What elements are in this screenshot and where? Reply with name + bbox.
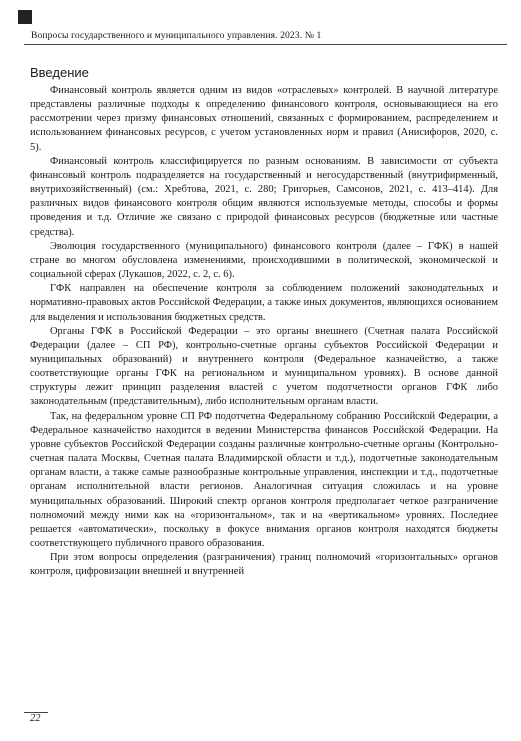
running-header: Вопросы государственного и муниципального управления. 2023. № 1 [31, 30, 322, 41]
body-text [30, 84, 498, 579]
page-number: 22 [30, 713, 41, 724]
paragraph-4: ГФК направлен на обеспечение контроля за соблюдением положений законодательных и нормативно-правовых актов Российской Федерации, а также иных документов, являющихся основанием для выделения и использования бюджетных средств. [30, 283, 498, 323]
paragraph-3: Эволюция государственного (муниципального) финансового контроля (далее – ГФК) в нашей стране во многом обусловлена изменениями, происходившими в политической, экономической и социальной сферах (Лукашов, 2022, с. 2, с. 6). [30, 240, 498, 281]
paragraph-6: Так, на федеральном уровне СП РФ подотчетна Федеральному собранию Российской Федерации, а Федеральное казначейство находится в ведении Министерства финансов Российской Федерации. На уровне субъектов Российской Федерации созданы различные контрольно-счетные органы (Контрольно-счетная палата Москвы, Счетная палата Владимирской области и т.д.), подотчетные законодательным органам власти, а также самые разнообразные контрольные управления, инспекции и т.д., подотчетные органам исполнительной власти регионов. Аналогичная ситуация сложилась и на уровне муниципальных образований. Широкий спектр органов контроля предполагает четкое разграничение полномочий между ними как на «горизонтальном», так и на «вертикальном» уровнях. Последнее решается «автоматически», поскольку в фокусе внимания органов контроля находятся бюджеты соответствующего публичного правого образования. [30, 410, 498, 549]
header-rule [24, 44, 507, 45]
paragraph-2: Финансовый контроль классифицируется по разным основаниям. В зависимости от субъекта финансовый контроль подразделяется на государственный и негосударственный (внутрифирменный, внутрихозяйственный) (см.: Хребтова, 2021, с. 280; Григорьев, Самсонов, 2021, с. 413–414). Для различных видов финансового контроля общим являются используемые методы, способы и формы проведения и т.д. Отличие же связано с природой финансовых ресурсов (бюджетные или частные средства). [30, 155, 498, 238]
paragraph-5: Органы ГФК в Российской Федерации – это органы внешнего (Счетная палата Российской Федерации (далее – СП РФ), контрольно-счетные органы субъектов Российской Федерации и муниципальных образований) и внутреннего контроля (Федеральное казначейство, а также соответствующие органы ГФК на региональном и муниципальном уровнях). В основе данной структуры лежит принцип разделения властей с учетом подотчетности органов ГФК либо законодательным (представительным), либо исполнительным органам власти. [30, 325, 498, 408]
paragraph-7: При этом вопросы определения (разграничения) границ полномочий «горизонтальных» органов контроля, цифровизации внешней и внутренней [30, 552, 498, 578]
section-title: Введение [30, 65, 89, 80]
paragraph-1: Финансовый контроль является одним из видов «отраслевых» контролей. В научной литературе представлены различные подходы к определению финансового контроля, основывающиеся на его рассмотрении через призму финансовых отношений, связанных с формированием, распределением и использованием финансовых ресурсов, с учетом установленных норм и правил (Анисифоров, 2020, с. 5). [30, 85, 498, 153]
corner-mark [18, 10, 32, 24]
